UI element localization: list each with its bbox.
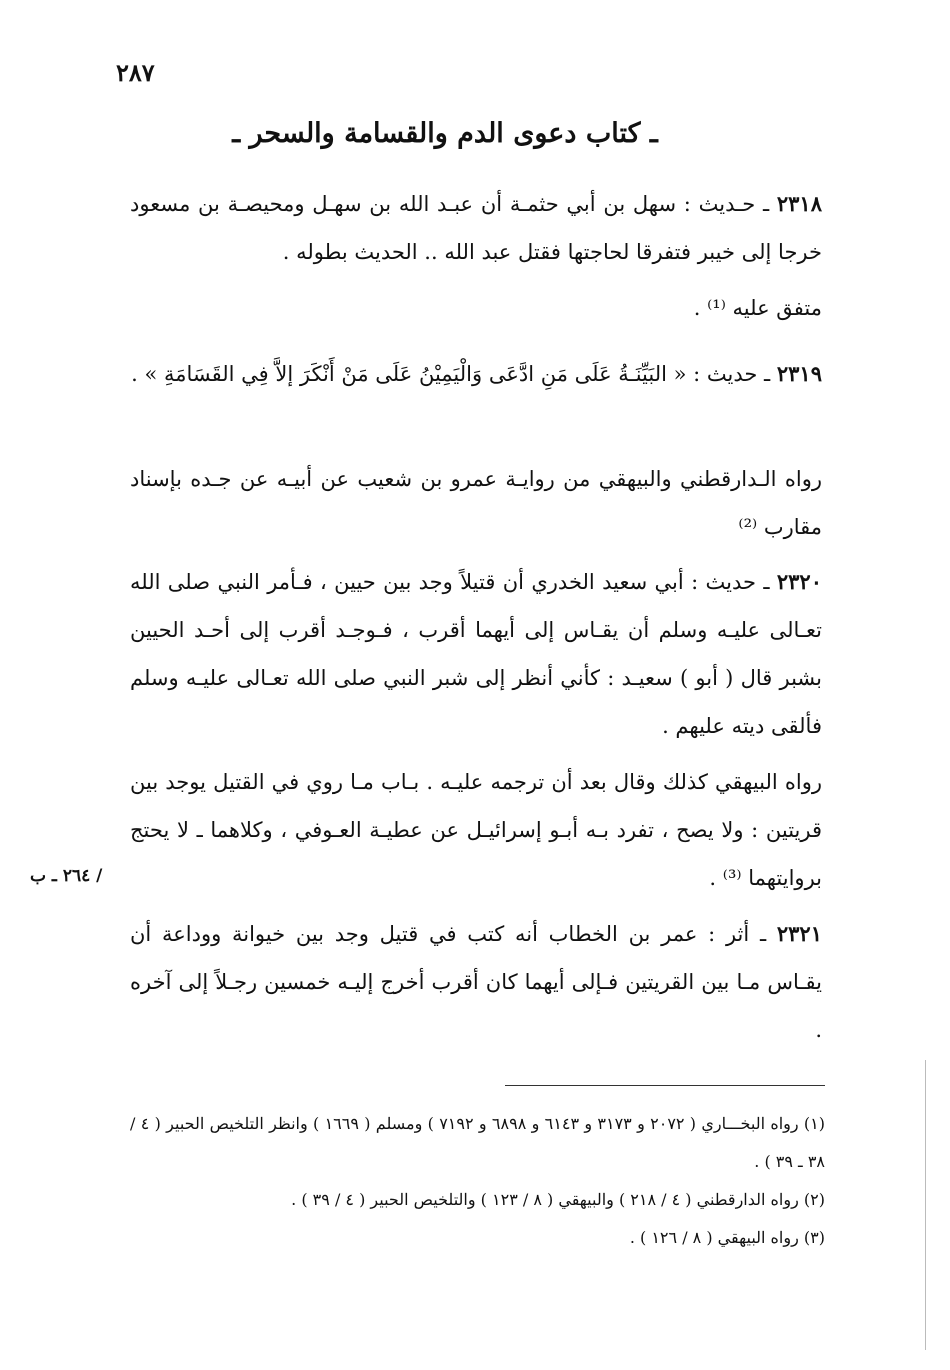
- hadith-2319: [130, 350, 822, 398]
- athar-2321: [130, 910, 822, 1054]
- footnote-1: (١) رواه البخـــاري ( ٢٠٧٢ و ٣١٧٣ و ٦١٤٣ و ٦٨٩٨ و ٧١٩٢ ) ومسلم ( ١٦٦٩ ) وانظر التلخيص الحبير ( ٤ / ٣٨ ـ ٣٩ ) .: [130, 1114, 826, 1171]
- footnote-divider: [505, 1085, 825, 1086]
- citation-2319: [130, 455, 822, 551]
- entry-text: رواه البيهقي كذلك وقال بعد أن ترجمه عليـه . بـاب مـا روي في القتيل يوجد بين قريتين : ولا يصح ، تفرد بـه أبـو إسرائيـل عن عطيـة العـوفي ، وكلاهما ـ لا يحتج بروايتهما ⁽³⁾ .: [130, 770, 822, 890]
- hadith-2318: [130, 180, 822, 276]
- entry-number: ٢٣١٨: [776, 191, 822, 216]
- entry-text: متفق عليه ⁽¹⁾ .: [693, 296, 822, 320]
- footnotes: [130, 1105, 825, 1257]
- entry-text: رواه الـدارقطني والبيهقي من روايـة عمرو بن شعيب عن أبيـه عن جـده بإسناد مقارب ⁽²⁾: [130, 467, 822, 539]
- page-number: ٢٨٧: [116, 58, 155, 87]
- entry-number: ٢٣٢١: [776, 921, 822, 946]
- entry-text: ـ حديث : أبي سعيد الخدري أن قتيلاً وجد بين حيين ، فـأمر النبي صلى الله تعـالى عليـه وسلم أن يقـاس إلى أيهما أقرب ، فـوجـد أقرب إلى أحـد الحيين بشبر قال ( أبو ) سعيـد : كأني أنظر إلى شبر النبي صلى الله تعـالى عليـه وسلم فألقى ديته عليهم .: [130, 570, 822, 738]
- chapter-title: ـ كتاب دعوى الدم والقسامة والسحر ـ: [232, 118, 658, 149]
- entry-number: ٢٣٢٠: [776, 569, 822, 594]
- footnote-3: (٣) رواه البيهقي ( ٨ / ١٢٦ ) .: [629, 1228, 825, 1247]
- entry-text: ـ حديث : « البَيِّنَـةُ عَلَى مَنِ ادَّعَى وَالْيَمِيْنُ عَلَى مَنْ أَنْكَرَ إلاَّ فِي القَسَامَةِ » .: [131, 362, 771, 386]
- citation-2318: [130, 284, 822, 332]
- citation-2320: [130, 758, 822, 902]
- entry-number: ٢٣١٩: [776, 361, 822, 386]
- manuscript-folio-note: / ٢٦٤ ـ ب: [30, 866, 103, 886]
- footnote-2: (٢) رواه الدارقطني ( ٤ / ٢١٨ ) والبيهقي ( ٨ / ١٢٣ ) والتلخيص الحبير ( ٤ / ٣٩ ) .: [291, 1190, 825, 1209]
- entry-text: ـ أثر : عمر بن الخطاب أنه كتب في قتيل وجد بين خيوانة ووداعة أن يقـاس مـا بين القريتين فـإلى أيهما كان أقرب أخرج إليـه خمسين رجـلاً إلى آخره .: [130, 922, 822, 1042]
- hadith-2320: [130, 558, 822, 750]
- entry-text: ـ حـديث : سهل بن أبي حثمـة أن عبـد الله بن سهـل ومحيصـة بن مسعود خرجا إلى خيبر فتفرقا لحاجتها فقتل عبد الله .. الحديث بطوله .: [130, 192, 822, 264]
- scan-edge-line: [925, 1060, 926, 1350]
